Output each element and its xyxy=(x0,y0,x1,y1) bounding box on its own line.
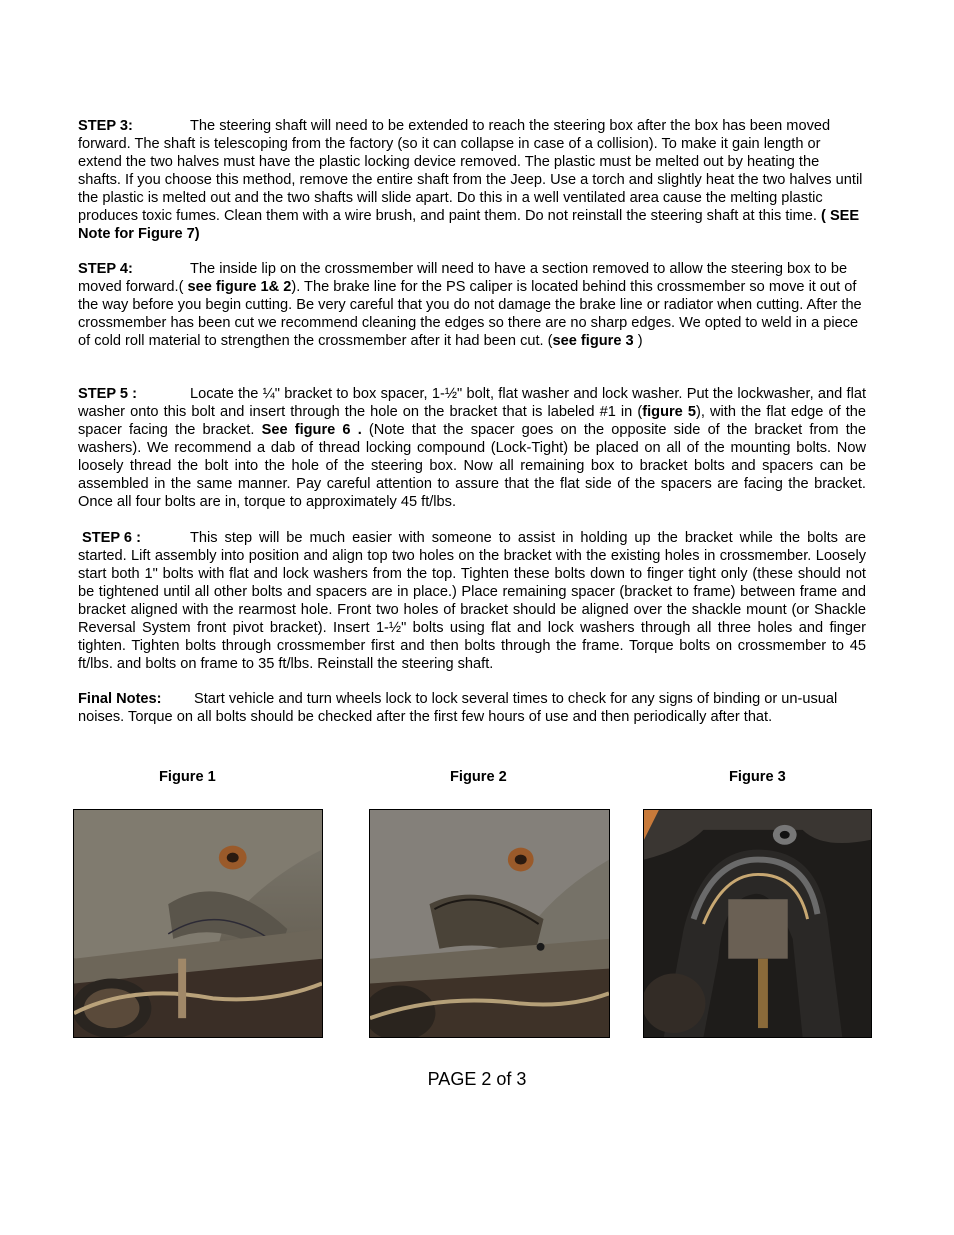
final-notes-label: Final Notes: xyxy=(78,691,162,707)
step-4-label: STEP 4: xyxy=(78,261,133,277)
step-3-label: STEP 3: xyxy=(78,118,133,134)
step-5-text-b: ), with the flat edge of the spacer facing the bracket. xyxy=(78,404,867,438)
step-5-ref-figure-6: See figure 6 . xyxy=(261,422,362,438)
step-4-text-b: ). The brake line for the PS caliper is located behind this crossmember so move it out of the way before you begin cutting. Be very careful that you do not damage the brake line or radiator when cutting. After the crossmember has been cut we recommend cleaning the edges so there are no sharp edges. We opted to weld in a piece of cold roll material to strengthen the crossmember after it had been cut. ( xyxy=(78,279,862,349)
step-5-label: STEP 5 : xyxy=(78,386,137,402)
figure-3-photo xyxy=(643,809,872,1038)
step-6-text: This step will be much easier with someone to assist in holding up the bracket while the bolts are started. Lift assembly into position and align top two holes on the bracket with the existing holes in crossmember. Loosely start both 1" bolts with flat and lock washers from the top. Tighten these bolts down to finger tight only (these should not be tightened until all other bolts and spacers are in place.) Place remaining spacer (bracket to frame) between frame and bracket aligned with the rearmost hole. Front two holes of bracket should be aligned over the shackle mount (or Shackle Reversal System front pivot bracket). Insert 1-½" bolts using flat and lock washers through all three holes and finger tighten. Tighten bolts through crossmember first and then bolts through the frame. Torque bolts on crossmember to 45 ft/lbs. and bolts on frame to 35 ft/lbs. Reinstall the steering shaft. xyxy=(78,530,866,672)
step-4-ref-figures-1-2: see figure 1& 2 xyxy=(187,279,292,295)
figure-2-caption: Figure 2 xyxy=(450,769,507,785)
page-number: PAGE 2 of 3 xyxy=(427,1069,527,1089)
step-4-text-c: ) xyxy=(633,333,643,349)
step-4-text-a: The inside lip on the crossmember will need to have a section removed to allow the steering box to be moved forward.( xyxy=(78,261,848,295)
step-5-ref-figure-5: figure 5 xyxy=(642,404,696,420)
step-4-ref-figure-3: see figure 3 xyxy=(552,333,634,349)
step-3-text: The steering shaft will need to be extended to reach the steering box after the box has been moved forward. The shaft is telescoping from the factory (so it can collapse in case of a collision). To make it gain length or extend the two halves must have the plastic locking device removed. The plastic must be melted out by heating the shafts. If you choose this method, remove the entire shaft from the Jeep. Use a torch and slightly heat the two halves until the plastic is melted out and the two shafts will slide apart. Do this in a well ventilated area cause the melting plastic produces toxic fumes. Clean them with a wire brush, and paint them. Do not reinstall the steering shaft at this time. xyxy=(78,118,863,224)
step-3-note: ( SEE Note for Figure 7) xyxy=(78,208,860,242)
step-4-paragraph xyxy=(78,260,866,350)
step-5-paragraph xyxy=(78,385,866,511)
figure-3-caption: Figure 3 xyxy=(729,769,786,785)
step-5-text-a: Locate the ¼" bracket to box spacer, 1-½" bolt, flat washer and lock washer. Put the lockwasher, and flat washer onto this bolt and insert through the hole on the bracket that is labeled #1 in ( xyxy=(78,386,866,420)
step-3-paragraph xyxy=(78,117,866,243)
step-6-paragraph xyxy=(78,529,866,673)
step-6-label: STEP 6 : xyxy=(82,530,141,546)
figure-2-photo xyxy=(369,809,610,1038)
final-notes-paragraph xyxy=(78,690,866,726)
figure-1-caption: Figure 1 xyxy=(159,769,216,785)
figure-1-photo xyxy=(73,809,323,1038)
final-notes-text: Start vehicle and turn wheels lock to lock several times to check for any signs of binding or un-usual noises. Torque on all bolts should be checked after the first few hours of use and then periodically after that. xyxy=(78,691,838,725)
step-5-text-c: (Note that the spacer goes on the opposite side of the bracket from the washers). We recommend a dab of thread locking compound (Lock-Tight) be placed on all of the mounting bolts. Now loosely thread the bolt into the hole of the steering box. Now all remaining box to bracket bolts and spacers can be assembled in the same manner. Pay careful attention to assure that the flat side of the spacers are facing the bracket. Once all four bolts are in, torque to approximately 45 ft/lbs. xyxy=(78,422,866,510)
